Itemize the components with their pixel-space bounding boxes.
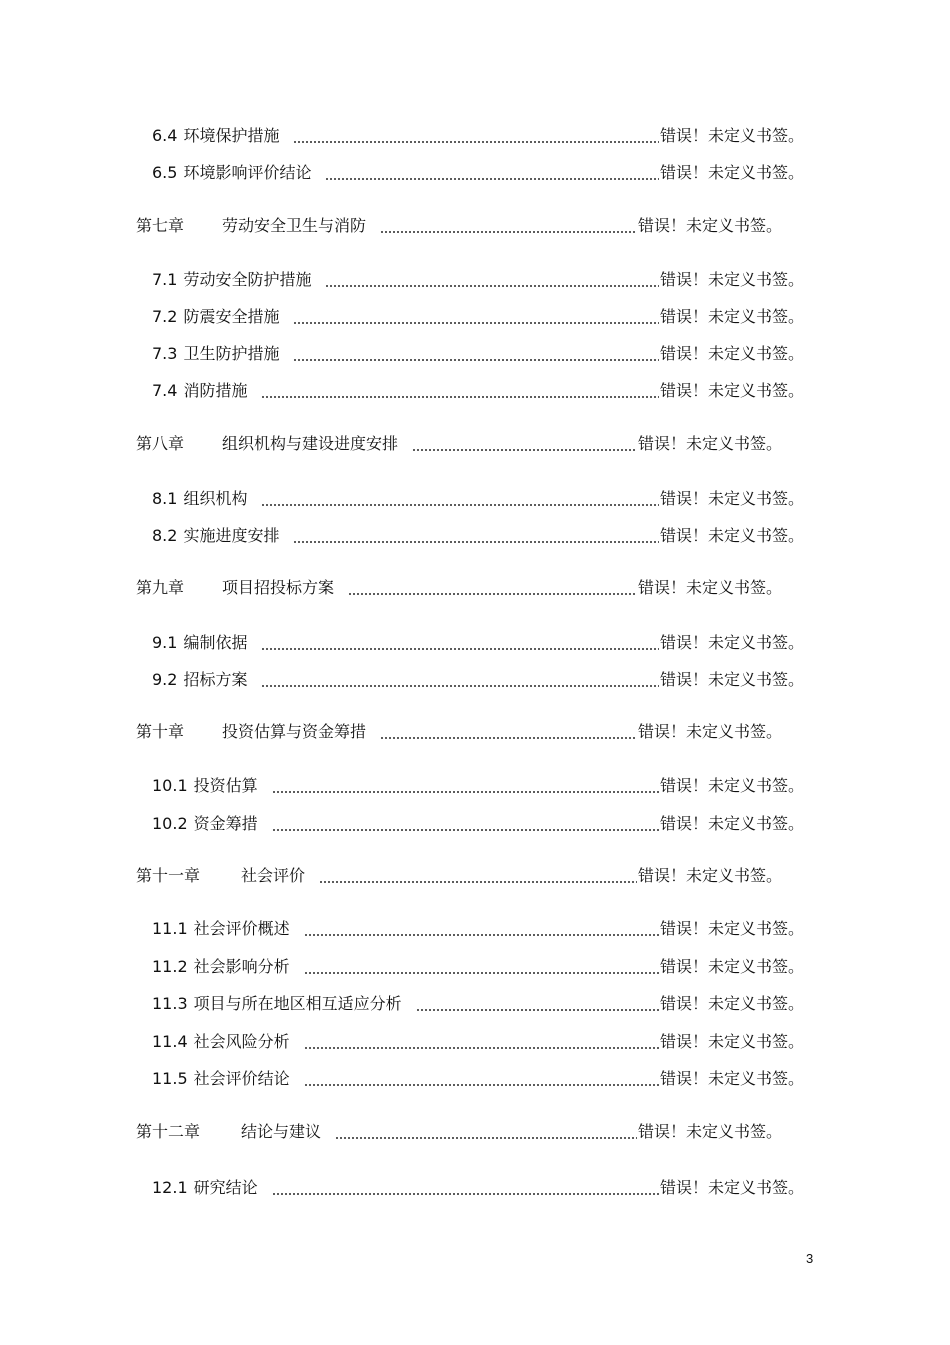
dot-leader <box>261 383 659 399</box>
page-number: 3 <box>806 1251 814 1266</box>
toc-entry-number: 7.4 <box>152 381 178 400</box>
toc-entry-reference: 错误！未定义书签。 <box>659 307 804 326</box>
toc-chapter-title: 组织机构与建设进度安排 <box>222 434 399 453</box>
toc-entry-9-2[interactable] <box>152 667 804 693</box>
toc-entry-number: 7.2 <box>152 307 178 326</box>
toc-entry-title: 研究结论 <box>193 1178 258 1197</box>
toc-entry-title: 编制依据 <box>183 633 248 652</box>
dot-leader <box>304 1071 659 1087</box>
dot-leader <box>335 1124 637 1140</box>
toc-entry-title: 社会风险分析 <box>193 1032 290 1051</box>
toc-entry-reference: 错误！未定义书签。 <box>659 994 804 1013</box>
dot-leader <box>272 778 659 794</box>
toc-chapter-9[interactable] <box>136 575 782 601</box>
toc-entry-reference: 错误！未定义书签。 <box>659 489 804 508</box>
toc-entry-reference: 错误！未定义书签。 <box>637 866 782 885</box>
toc-entry-number: 12.1 <box>152 1178 188 1197</box>
toc-chapter-title: 结论与建议 <box>241 1122 322 1141</box>
dot-leader <box>325 272 659 288</box>
toc-entry-reference: 错误！未定义书签。 <box>659 776 804 795</box>
toc-entry-6-4[interactable] <box>152 123 804 149</box>
toc-chapter-12[interactable] <box>136 1119 782 1145</box>
dot-leader <box>293 528 659 544</box>
dot-leader <box>272 1180 659 1196</box>
toc-entry-11-5[interactable] <box>152 1066 804 1092</box>
toc-chapter-number: 第七章 <box>136 216 185 235</box>
toc-entry-reference: 错误！未定义书签。 <box>637 1122 782 1141</box>
toc-entry-11-3[interactable] <box>152 991 804 1017</box>
toc-entry-11-1[interactable] <box>152 916 804 942</box>
dot-leader <box>380 724 637 740</box>
toc-chapter-7[interactable] <box>136 213 782 239</box>
toc-chapter-number: 第十章 <box>136 722 185 741</box>
toc-chapter-number: 第九章 <box>136 578 185 597</box>
toc-entry-11-2[interactable] <box>152 954 804 980</box>
toc-entry-9-1[interactable] <box>152 630 804 656</box>
toc-entry-8-2[interactable] <box>152 523 804 549</box>
toc-entry-reference: 错误！未定义书签。 <box>659 633 804 652</box>
dot-leader <box>293 346 659 362</box>
toc-entry-reference: 错误！未定义书签。 <box>659 957 804 976</box>
toc-entry-number: 7.1 <box>152 270 178 289</box>
toc-entry-title: 社会影响分析 <box>193 957 290 976</box>
toc-entry-8-1[interactable] <box>152 486 804 512</box>
toc-entry-title: 卫生防护措施 <box>183 344 280 363</box>
toc-entry-number: 6.4 <box>152 126 178 145</box>
toc-entry-10-2[interactable] <box>152 811 804 837</box>
toc-chapter-number: 第八章 <box>136 434 185 453</box>
dot-leader <box>261 672 659 688</box>
toc-entry-title: 招标方案 <box>183 670 248 689</box>
toc-entry-number: 9.2 <box>152 670 178 689</box>
toc-entry-reference: 错误！未定义书签。 <box>637 722 782 741</box>
dot-leader <box>380 218 637 234</box>
toc-chapter-8[interactable] <box>136 431 782 457</box>
toc-chapter-title: 社会评价 <box>241 866 306 885</box>
dot-leader <box>261 635 659 651</box>
toc-chapter-number: 第十一章 <box>136 866 201 885</box>
toc-chapter-title: 投资估算与资金筹措 <box>222 722 367 741</box>
toc-entry-number: 10.2 <box>152 814 188 833</box>
toc-entry-title: 组织机构 <box>183 489 248 508</box>
toc-entry-reference: 错误！未定义书签。 <box>659 344 804 363</box>
toc-entry-number: 11.4 <box>152 1032 188 1051</box>
toc-entry-reference: 错误！未定义书签。 <box>659 670 804 689</box>
toc-chapter-title: 劳动安全卫生与消防 <box>222 216 367 235</box>
dot-leader <box>412 436 637 452</box>
toc-entry-7-4[interactable] <box>152 378 804 404</box>
toc-entry-reference: 错误！未定义书签。 <box>637 578 782 597</box>
toc-entry-reference: 错误！未定义书签。 <box>659 1032 804 1051</box>
toc-entry-number: 10.1 <box>152 776 188 795</box>
toc-entry-number: 7.3 <box>152 344 178 363</box>
dot-leader <box>325 165 659 181</box>
toc-entry-number: 6.5 <box>152 163 178 182</box>
toc-entry-reference: 错误！未定义书签。 <box>659 526 804 545</box>
toc-entry-title: 消防措施 <box>183 381 248 400</box>
toc-entry-11-4[interactable] <box>152 1029 804 1055</box>
dot-leader <box>293 309 659 325</box>
toc-entry-title: 劳动安全防护措施 <box>183 270 312 289</box>
dot-leader <box>304 959 659 975</box>
toc-entry-number: 11.1 <box>152 919 188 938</box>
toc-entry-12-1[interactable] <box>152 1175 804 1201</box>
dot-leader <box>416 996 659 1012</box>
toc-entry-title: 资金筹措 <box>193 814 258 833</box>
dot-leader <box>304 1034 659 1050</box>
toc-entry-reference: 错误！未定义书签。 <box>659 381 804 400</box>
toc-entry-title: 社会评价概述 <box>193 919 290 938</box>
toc-entry-reference: 错误！未定义书签。 <box>659 1178 804 1197</box>
toc-entry-title: 实施进度安排 <box>183 526 280 545</box>
dot-leader <box>261 491 659 507</box>
toc-entry-7-2[interactable] <box>152 304 804 330</box>
toc-entry-6-5[interactable] <box>152 160 804 186</box>
toc-entry-reference: 错误！未定义书签。 <box>659 126 804 145</box>
toc-entry-reference: 错误！未定义书签。 <box>637 216 782 235</box>
toc-entry-title: 环境保护措施 <box>183 126 280 145</box>
toc-entry-title: 社会评价结论 <box>193 1069 290 1088</box>
toc-entry-number: 11.2 <box>152 957 188 976</box>
toc-entry-reference: 错误！未定义书签。 <box>637 434 782 453</box>
toc-entry-number: 11.5 <box>152 1069 188 1088</box>
toc-entry-title: 环境影响评价结论 <box>183 163 312 182</box>
toc-chapter-10[interactable] <box>136 719 782 745</box>
toc-chapter-11[interactable] <box>136 863 782 889</box>
toc-entry-7-3[interactable] <box>152 341 804 367</box>
toc-entry-title: 项目与所在地区相互适应分析 <box>193 994 402 1013</box>
toc-chapter-title: 项目招投标方案 <box>222 578 335 597</box>
toc-entry-reference: 错误！未定义书签。 <box>659 919 804 938</box>
toc-entry-10-1[interactable] <box>152 773 804 799</box>
toc-entry-reference: 错误！未定义书签。 <box>659 270 804 289</box>
toc-entry-title: 防震安全措施 <box>183 307 280 326</box>
toc-entry-number: 11.3 <box>152 994 188 1013</box>
dot-leader <box>319 868 637 884</box>
dot-leader <box>304 921 659 937</box>
toc-entry-reference: 错误！未定义书签。 <box>659 1069 804 1088</box>
toc-entry-reference: 错误！未定义书签。 <box>659 814 804 833</box>
dot-leader <box>293 128 659 144</box>
toc-chapter-number: 第十二章 <box>136 1122 201 1141</box>
toc-entry-number: 8.2 <box>152 526 178 545</box>
toc-entry-title: 投资估算 <box>193 776 258 795</box>
toc-entry-number: 8.1 <box>152 489 178 508</box>
dot-leader <box>348 580 637 596</box>
toc-entry-reference: 错误！未定义书签。 <box>659 163 804 182</box>
toc-entry-number: 9.1 <box>152 633 178 652</box>
toc-entry-7-1[interactable] <box>152 267 804 293</box>
dot-leader <box>272 816 659 832</box>
